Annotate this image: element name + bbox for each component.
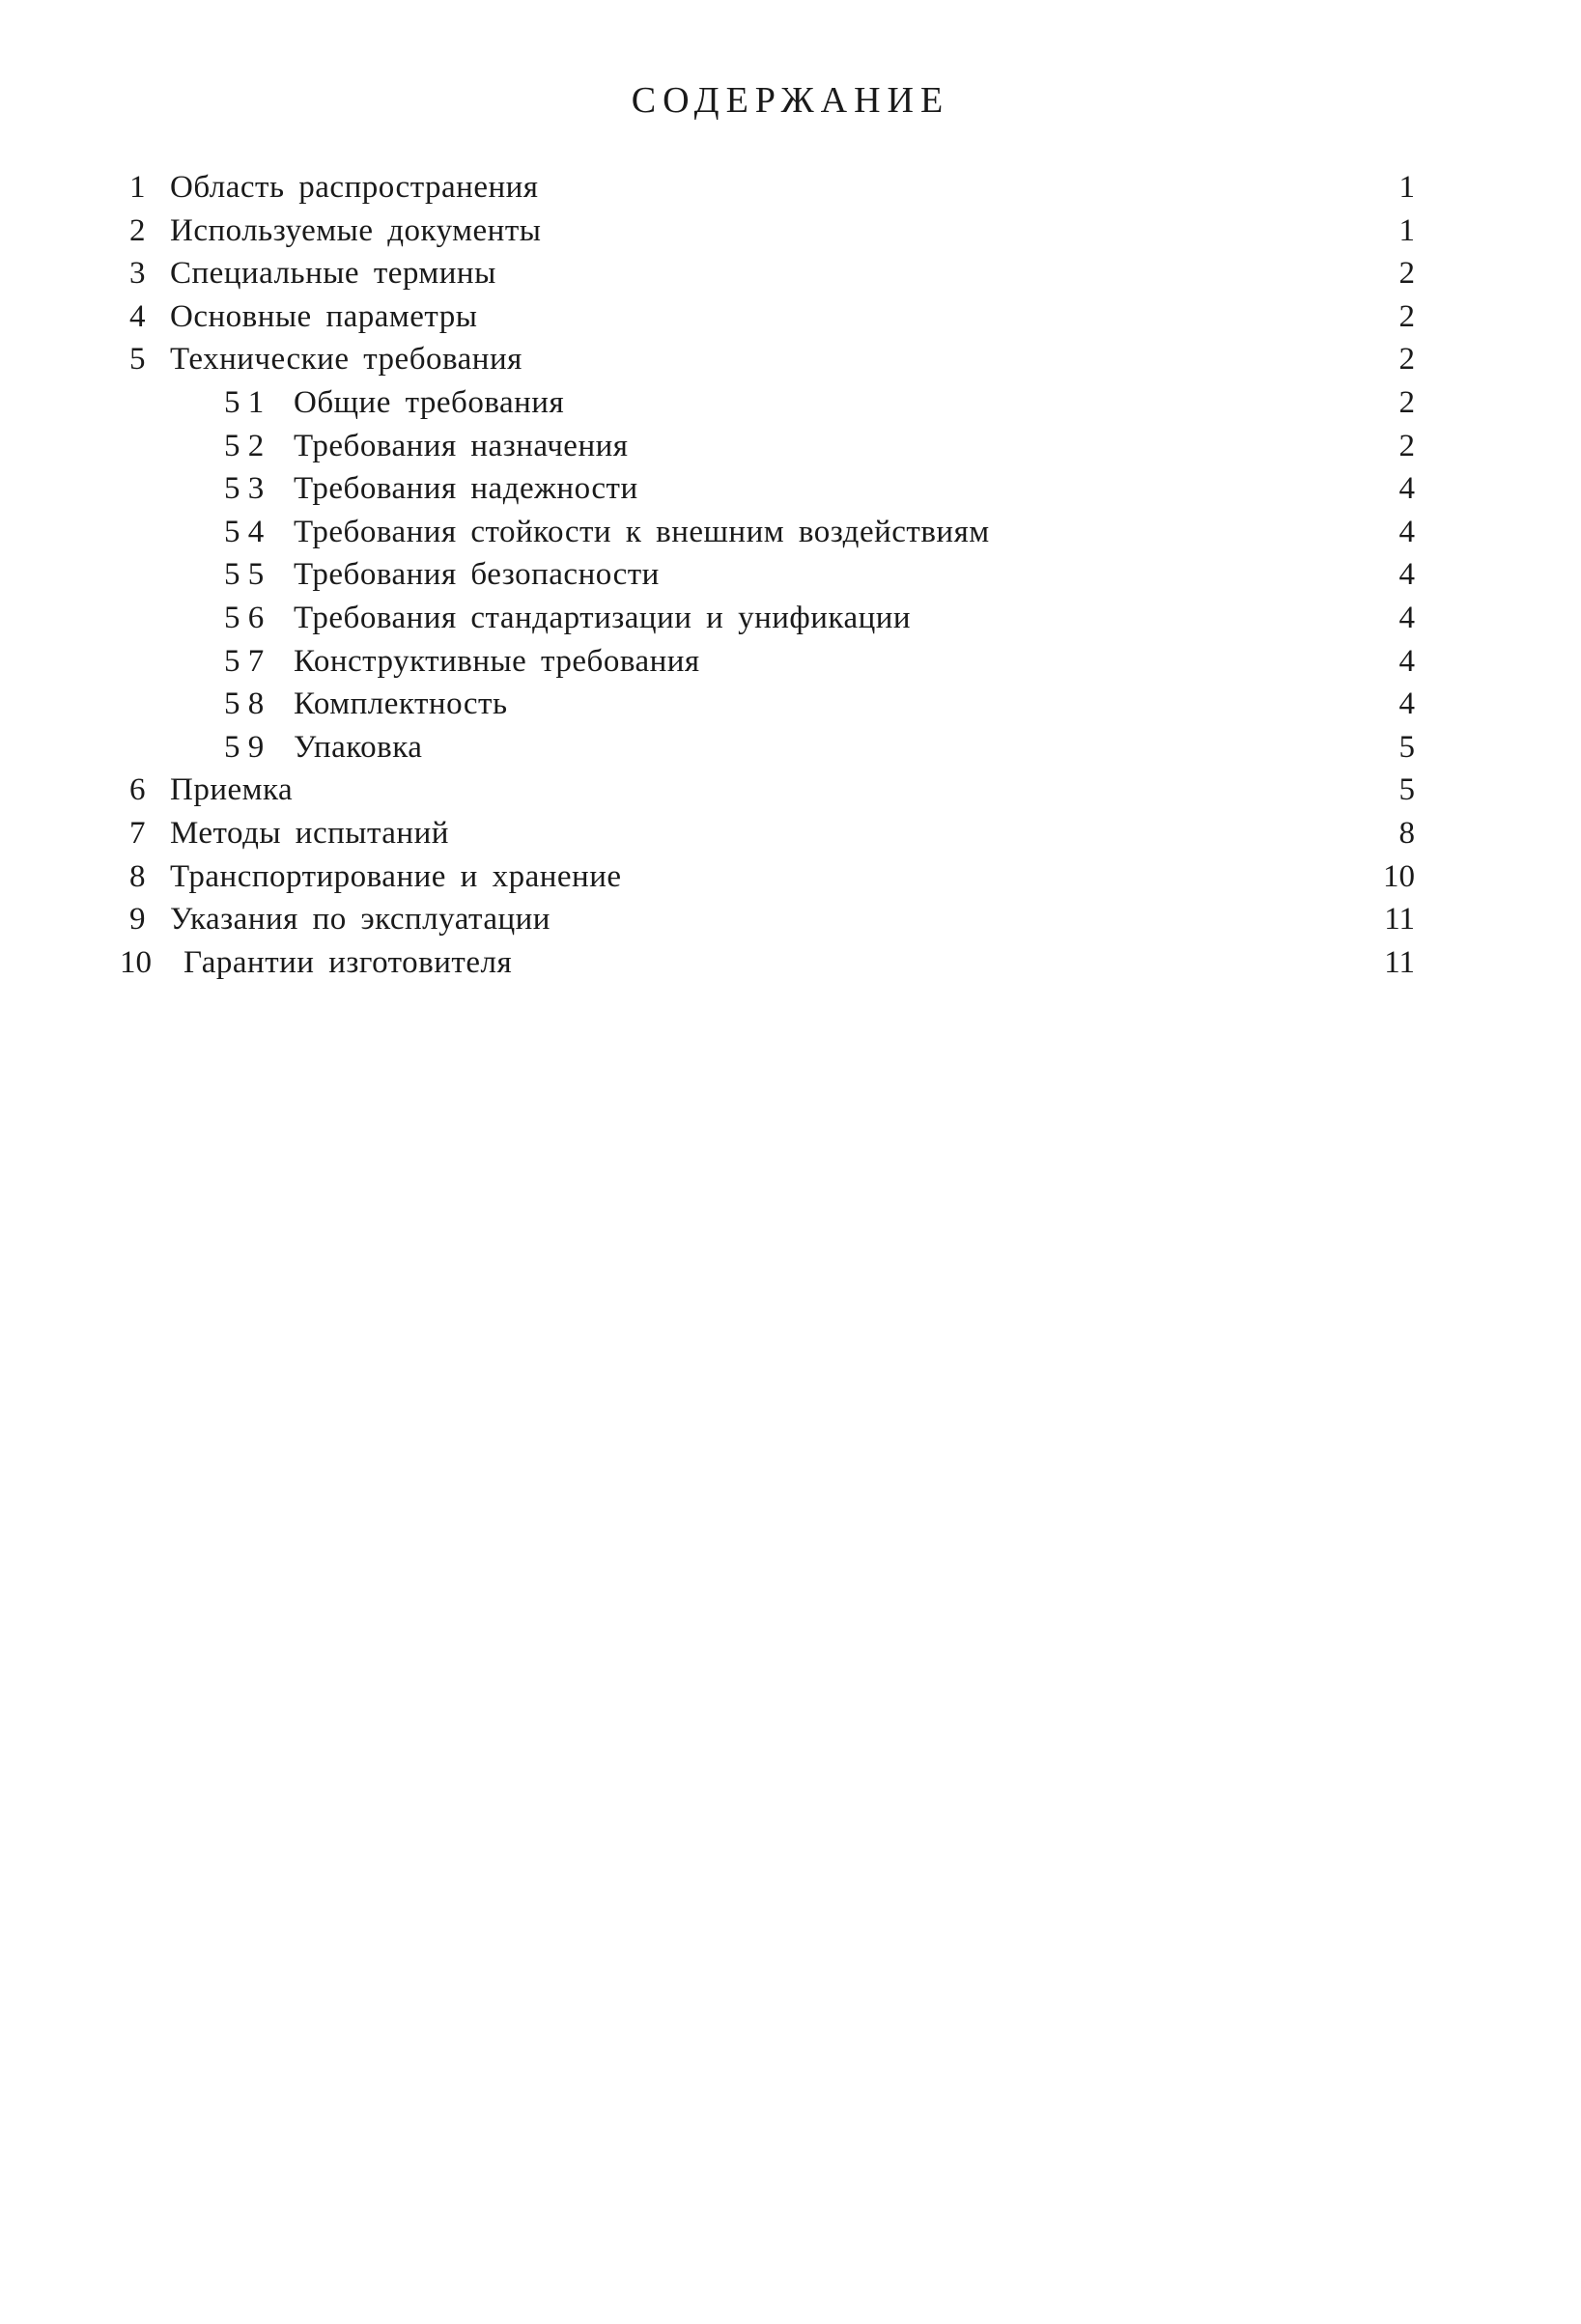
toc-entry-title: Требования назначения bbox=[294, 428, 629, 463]
toc-entry-title: Приемка bbox=[170, 772, 294, 808]
toc-entry-page: 2 bbox=[1398, 428, 1415, 463]
toc-entry bbox=[0, 941, 1581, 984]
toc-entry-number: 5 8 bbox=[224, 686, 265, 722]
toc-entry-page: 8 bbox=[1398, 816, 1415, 851]
toc-entry-page: 4 bbox=[1398, 557, 1415, 593]
toc-entry bbox=[0, 553, 1581, 596]
toc-entry-number: 6 bbox=[129, 772, 146, 808]
toc-entry-page: 2 bbox=[1398, 256, 1415, 292]
toc-entry-number: 5 5 bbox=[224, 557, 265, 593]
toc-entry bbox=[0, 166, 1581, 209]
toc-entry-number: 8 bbox=[129, 858, 146, 894]
toc-entry bbox=[0, 769, 1581, 811]
toc-entry-page: 4 bbox=[1398, 471, 1415, 507]
toc-entry bbox=[0, 683, 1581, 725]
toc-entry bbox=[0, 252, 1581, 294]
toc-entry-title: Требования стандартизации и унификации bbox=[294, 601, 912, 635]
toc-entry-title: Область распространения bbox=[170, 170, 539, 205]
toc-entry-title: Технические требования bbox=[170, 342, 522, 378]
toc-entry bbox=[0, 467, 1581, 510]
toc-entry-number: 1 bbox=[129, 170, 146, 205]
toc-entry-number: 9 bbox=[129, 902, 146, 938]
toc-entry-page: 10 bbox=[1383, 858, 1415, 894]
toc-entry-page: 1 bbox=[1398, 170, 1415, 205]
table-of-contents bbox=[0, 166, 1581, 996]
toc-entry-page: 4 bbox=[1398, 686, 1415, 722]
page-title: СОДЕРЖАНИЕ bbox=[631, 80, 950, 121]
toc-entry-number: 5 1 bbox=[224, 385, 265, 420]
toc-entry-page: 5 bbox=[1398, 729, 1415, 765]
toc-entry-number: 5 bbox=[129, 342, 146, 378]
toc-entry-page: 2 bbox=[1398, 385, 1415, 420]
toc-entry-title: Специальные термины bbox=[170, 256, 496, 292]
toc-entry-title: Упаковка bbox=[294, 729, 423, 765]
toc-entry bbox=[0, 640, 1581, 683]
toc-entry-title: Указания по эксплуатации bbox=[170, 902, 551, 938]
toc-entry bbox=[0, 597, 1581, 639]
toc-entry-page: 1 bbox=[1398, 212, 1415, 248]
toc-entry bbox=[0, 295, 1581, 338]
toc-entry-page: 2 bbox=[1398, 298, 1415, 334]
toc-entry-title: Основные параметры bbox=[170, 298, 478, 334]
toc-entry-title: Общие требования bbox=[294, 385, 565, 420]
toc-entry-page: 4 bbox=[1398, 601, 1415, 635]
toc-entry bbox=[0, 425, 1581, 467]
toc-entry-title: Гарантии изготовителя bbox=[184, 944, 513, 980]
toc-entry-number: 5 6 bbox=[224, 601, 265, 635]
toc-entry bbox=[0, 338, 1581, 380]
toc-entry-number: 2 bbox=[129, 212, 146, 248]
toc-entry bbox=[0, 898, 1581, 940]
toc-entry-number: 4 bbox=[129, 298, 146, 334]
toc-entry-title: Требования надежности bbox=[294, 471, 638, 507]
toc-entry bbox=[0, 812, 1581, 854]
toc-entry-page: 11 bbox=[1384, 902, 1415, 938]
toc-entry bbox=[0, 855, 1581, 898]
toc-entry-title: Транспортирование и хранение bbox=[170, 858, 622, 894]
toc-entry-title: Комплектность bbox=[294, 686, 508, 722]
toc-entry bbox=[0, 726, 1581, 769]
toc-entry-page: 2 bbox=[1398, 342, 1415, 378]
toc-entry-number: 5 7 bbox=[224, 643, 265, 679]
toc-entry-number: 5 9 bbox=[224, 729, 265, 765]
toc-entry bbox=[0, 381, 1581, 424]
toc-entry-page: 11 bbox=[1384, 944, 1415, 980]
toc-entry-number: 5 3 bbox=[224, 471, 265, 507]
toc-entry bbox=[0, 511, 1581, 553]
toc-entry-title: Конструктивные требования bbox=[294, 643, 700, 679]
toc-entry-title: Методы испытаний bbox=[170, 816, 449, 851]
toc-entry-number: 3 bbox=[129, 256, 146, 292]
toc-entry-number: 5 4 bbox=[224, 514, 265, 549]
toc-entry-page: 5 bbox=[1398, 772, 1415, 808]
toc-entry bbox=[0, 210, 1581, 252]
toc-entry-title: Используемые документы bbox=[170, 212, 542, 248]
toc-entry-page: 4 bbox=[1398, 514, 1415, 549]
toc-entry-page: 4 bbox=[1398, 643, 1415, 679]
toc-entry-number: 7 bbox=[129, 816, 146, 851]
toc-entry-number: 10 bbox=[120, 944, 152, 980]
toc-entry-title: Требования стойкости к внешним воздействиям bbox=[294, 514, 990, 549]
toc-entry-number: 5 2 bbox=[224, 428, 265, 463]
toc-entry-title: Требования безопасности bbox=[294, 557, 660, 593]
